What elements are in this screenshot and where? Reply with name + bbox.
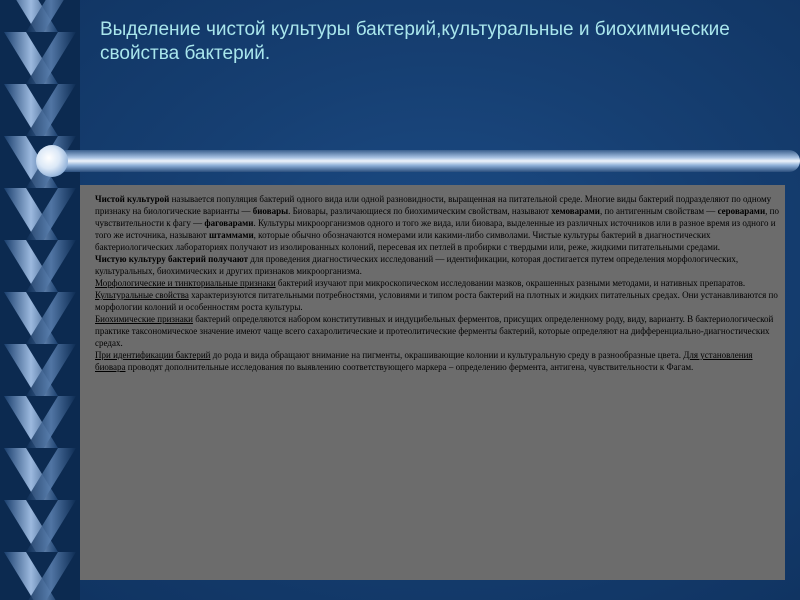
paragraph-biochemical: Биохимические признаки бактерий определяются набором конститутивных и индуцибельных ферментов, присущих определенному роду, виду, варианту. В бактериологической практике таксономическое значение имеют чаще всего сахаролитические и протеолитические ферменты бактерий, которые определяют на дифференциально-диагностических средах. xyxy=(95,314,774,348)
paragraph-identification: При идентификации бактерий до рода и вида обращают внимание на пигменты, окрашивающие колонии и культуральную среду в разнообразные цвета. Для установления биовара проводят дополнительные исследования по выявлению соответствующего маркера – определению фермента, антигена, чувствительности к Фагам. xyxy=(95,350,753,372)
horizontal-rod-decoration xyxy=(40,150,800,172)
content-text xyxy=(95,193,780,373)
paragraph-cultural: Культуральные свойства характеризуются питательными потребностями, условиями и типом роста бактерий на плотных и жидких питательных средах. Они устанавливаются по морфологии колоний и особенностям роста культуры. xyxy=(95,290,778,312)
paragraph-obtaining: Чистую культуру бактерий получают для проведения диагностических исследований — идентификации, которая достигается путем определения морфологических, культуральных, биохимических и других признаков микроорганизма. xyxy=(95,254,739,276)
paragraph-pure-culture: Чистой культурой называется популяция бактерий одного вида или одной разновидности, выращенная на питательной среде. Многие виды бактерий подразделяют по одному признаку на биологические варианты — биовары. Биовары, различающиеся по биохимическим свойствам, называют хемоварами, по антигенным свойствам — сероварами, по чувствительности к фагу — фаговарами. Культуры микроорганизмов одного и того же вида, или биовара, выделенные из различных источников или в разное время из одного и того же источника, называют штаммами, которые обычно обозначаются номерами или какими-либо символами. Чистые культуры бактерий в диагностических бактериологических лабораториях получают из изолированных колоний, пересевая их петлей в пробирки с твердыми или, реже, жидкими питательными средами. xyxy=(95,194,779,252)
rod-knob-decoration xyxy=(36,145,68,177)
slide-title: Выделение чистой культуры бактерий,культуральные и биохимические свойства бактерий. xyxy=(100,19,730,64)
paragraph-morphology: Морфологические и тинкториальные признаки бактерий изучают при микроскопическом исследовании мазков, окрашенных разными методами, и нативных препаратов. xyxy=(95,278,746,288)
twisted-ribbon-decoration xyxy=(0,0,80,600)
